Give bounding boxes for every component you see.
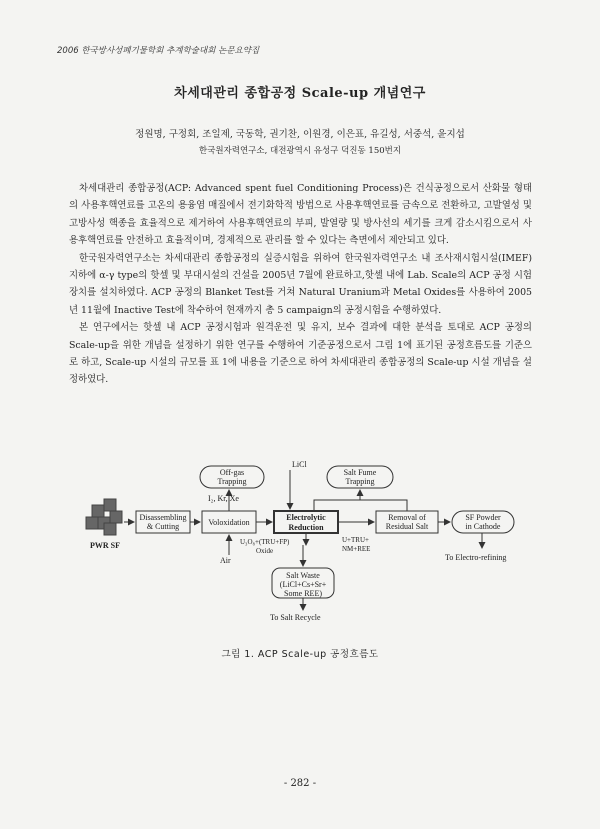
paper-title: 차세대관리 종합공정 Scale-up 개념연구 <box>174 86 426 101</box>
disassembling-label-2: & Cutting <box>146 522 180 531</box>
air-label: Air <box>220 556 231 565</box>
paragraph-1: 차세대관리 종합공정(ACP: Advanced spent fuel Conditioning Process)은 건식공정으로서 산화물 형태의 사용후핵연료를 고온의 용융염 매질에서 전기화학적 방법으로 사용후핵연료를 금속으로 전환하고, 고발열성 및 고방사성 핵종을 효율적으로 제거하여 사용후핵연료의 부피, 발열량 및 방사선의 세기를 크게 감소시킴으로서 사용후핵연료를 안전하고 효율적이며, 경제적으로 관리를 할 수 있다는 측면에서 제안되고 있다. <box>69 183 532 247</box>
utru-label-2: NM+REE <box>342 545 371 553</box>
author-list: 정원명, 구정회, 조일제, 국동학, 권기찬, 이원경, 이은표, 유길성, 서중석, 윤지섭 <box>135 129 465 140</box>
saltwaste-label-3: Some REE) <box>284 589 322 598</box>
page-number: - 282 - <box>283 778 317 789</box>
offgas-label-1: Off-gas <box>219 468 245 477</box>
sfpowder-label-2: in Cathode <box>465 522 501 531</box>
figure-caption: 그림 1. ACP Scale-up 공정흐름도 <box>221 649 379 660</box>
saltrecycle-label: To Salt Recycle <box>270 613 321 622</box>
saltwaste-label-2: (LiCl+Cs+Sr+ <box>279 580 327 589</box>
pwr-label: PWR SF <box>90 541 120 550</box>
saltfume-label-2: Trapping <box>345 477 375 486</box>
licl-label: LiCl <box>292 460 307 469</box>
voloxidation-label: Voloxidation <box>208 518 250 527</box>
disassembling-label-1: Disassembling <box>139 513 187 522</box>
paragraph-3: 본 연구에서는 핫셀 내 ACP 공정시험과 원격운전 및 유지, 보수 결과에 대한 분석을 토대로 ACP 공정의 Scale-up을 위한 개념을 설정하기 위한 연구를 수행하여 기준공정으로서 그림 1에 표기된 공정흐름도를 기준으로 하고, Scale-up 시설의 규모를 표 1에 내용을 기준으로 하여 차세대관리 종합공정의 Scale-up 시설 개념을 설정하였다. <box>69 322 532 386</box>
running-header: 2006 한국방사성폐기물학회 추계학술대회 논문요약집 <box>57 46 260 56</box>
electrolytic-label-1: Electrolytic <box>286 513 326 522</box>
electrolytic-label-2: Reduction <box>288 523 324 532</box>
affiliation: 한국원자력연구소, 대전광역시 유성구 덕진동 150번지 <box>198 146 402 156</box>
gases-label: I₂, Kr, Xe <box>208 494 239 503</box>
saltwaste-label-1: Salt Waste <box>286 571 320 580</box>
offgas-label-2: Trapping <box>217 477 247 486</box>
fuel-assembly-icon <box>86 499 122 535</box>
saltfume-label-1: Salt Fume <box>343 468 377 477</box>
u3o8-label-2: Oxide <box>256 547 274 555</box>
paragraph-2: 한국원자력연구소는 차세대관리 종합공정의 실증시험을 위하여 한국원자력연구소 내 조사재시험시설(IMEF) 지하에 α-γ type의 핫셀 및 부대시설의 건설을 2005년 7월에 완료하고,핫셀 내에 Lab. Scale의 ACP 공정 시험장치를 설치하였다. ACP 공정의 Blanket Test를 거쳐 Natural Uranium과 Metal Oxides를 사용하여 2005년 11월에 Inactive Test에 착수하여 현재까지 총 5 campaign의 공정시험을 수행하였다. <box>69 252 532 316</box>
utru-label-1: U+TRU+ <box>342 536 369 544</box>
u3o8-label-1: U₃O₈+(TRU+FP) <box>240 538 290 546</box>
removal-label-2: Residual Salt <box>385 522 429 531</box>
removal-label-1: Removal of <box>388 513 426 522</box>
electrorefining-label: To Electro-refining <box>445 553 507 562</box>
sfpowder-label-1: SF Powder <box>465 513 501 522</box>
